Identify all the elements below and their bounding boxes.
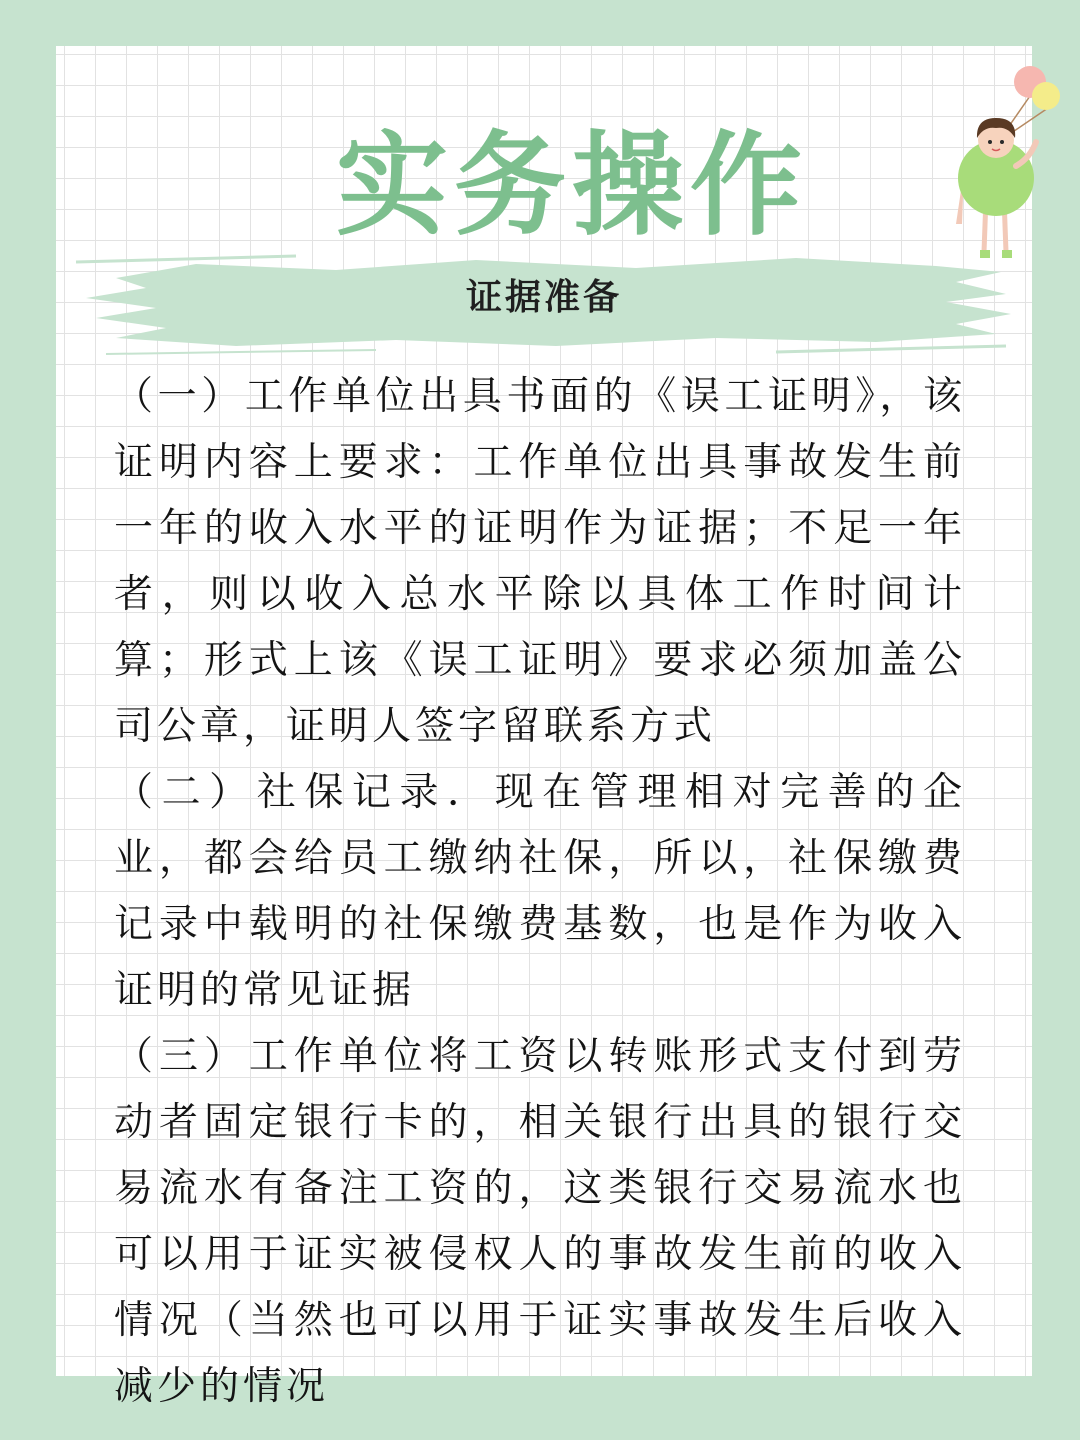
page-title: 实务操作 <box>336 121 808 251</box>
cartoon-child-with-balloons-icon <box>896 38 1036 238</box>
paragraph-3: （三）工作单位将工资以转账形式支付到劳动者固定银行卡的，相关银行出具的银行交易流水有备注工资的，这类银行交易流水也可以用于证实被侵权人的事故发生前的收入情况（当然也可以用于证实事故发生后收入减少的情况 <box>114 1034 966 1409</box>
paragraph-1: （一）工作单位出具书面的《误工证明》，该证明内容上要求：工作单位出具事故发生前一年的收入水平的证明作为证据；不足一年者，则以收入总水平除以具体工作时间计算；形式上该《误工证明》要求必须加盖公司公章，证明人签字留联系方式 <box>114 374 966 749</box>
section-title: 证据准备 <box>465 277 622 318</box>
grid-paper-card <box>56 46 1032 1409</box>
body-content <box>114 364 966 1420</box>
paragraph-2: （二）社保记录．现在管理相对完善的企业，都会给员工缴纳社保，所以，社保缴费记录中载明的社保缴费基数，也是作为收入证明的常见证据 <box>114 770 966 1013</box>
